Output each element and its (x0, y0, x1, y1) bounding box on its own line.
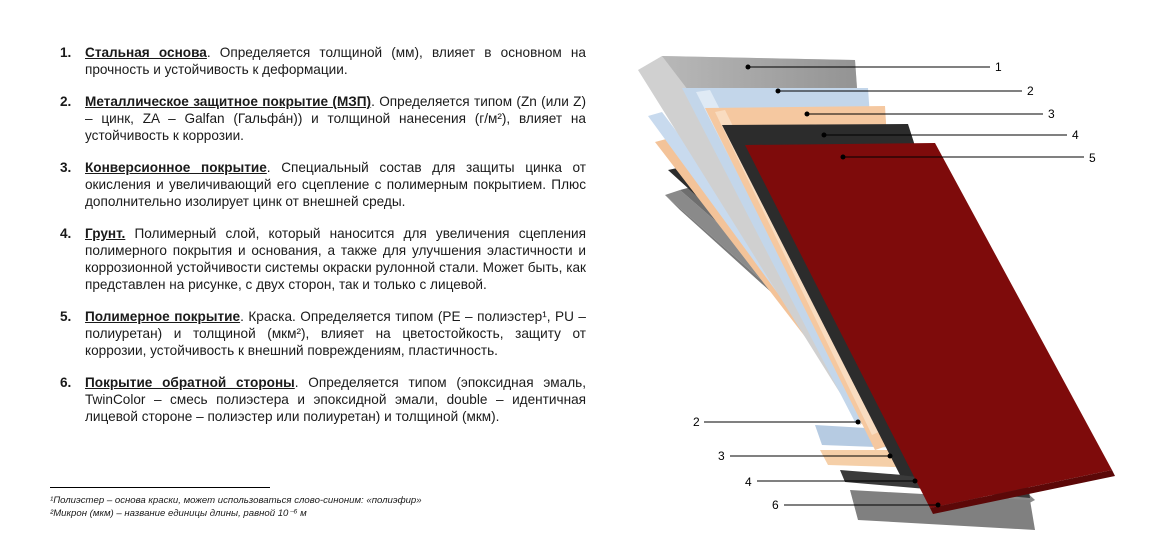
item-text (85, 374, 586, 425)
callout-label-4: 4 (1072, 128, 1079, 142)
footnote-divider (50, 487, 270, 488)
item-number: 3. (60, 160, 72, 175)
callout-label-2: 2 (1027, 84, 1034, 98)
item-number: 4. (60, 226, 72, 241)
item-term: Грунт. (85, 226, 126, 241)
item-text (85, 308, 586, 359)
callout-label-3: 3 (1048, 107, 1055, 121)
item-description: . Специальный состав для защиты цинка от окисления и увеличивающий его сцепление с полимерным покрытием. Плюс дополнительно изолирует цинк от внешней среды. (85, 160, 586, 209)
item-text (85, 93, 586, 144)
item-description: Полимерный слой, который наносится для увеличения сцепления полимерного покрытия и основания, а также для улучшения эластичности и коррозионной устойчивости системы окраски рулонной стали. Может быть, как представлен на рисунке, с двух сторон, так и только с лицевой. (85, 226, 586, 292)
item-number: 5. (60, 309, 72, 324)
item-term: Металлическое защитное покрытие (МЗП) (85, 94, 372, 109)
callout-label-1: 1 (995, 60, 1002, 74)
callout-label-left-2: 2 (693, 415, 700, 429)
item-number: 1. (60, 45, 72, 60)
layer-description-list (60, 44, 586, 440)
layer-stack-diagram (600, 30, 1130, 540)
item-number: 6. (60, 375, 72, 390)
list-item (60, 159, 586, 210)
item-term: Стальная основа (85, 45, 207, 60)
item-text (85, 159, 586, 210)
item-term: Покрытие обратной стороны (85, 375, 295, 390)
list-item (60, 308, 586, 359)
item-text (85, 44, 586, 78)
footnote-2: ²Микрон (мкм) – название единицы длины, равной 10⁻⁶ м (50, 508, 307, 519)
item-description: . Краска. Определяется типом (PE – полиэстер¹, PU – полиуретан) и толщиной (мкм²), влияет на цветостойкость, защиту от коррозии, устойчивость к внешний повреждениям, пластичность. (85, 309, 586, 358)
item-number: 2. (60, 94, 72, 109)
list-item (60, 44, 586, 78)
item-description: . Определяется типом (Zn (или Z) – цинк, ZA – Galfan (Гальфáн)) и толщиной нанесения (г/м²), влияет на устойчивость к коррозии. (85, 94, 586, 143)
item-description: . Определяется толщиной (мм), влияет в основном на прочность и устойчивость к деформации. (85, 45, 586, 77)
list-item (60, 93, 586, 144)
item-term: Конверсионное покрытие (85, 160, 267, 175)
item-text (85, 225, 586, 293)
list-item (60, 225, 586, 293)
item-term: Полимерное покрытие (85, 309, 241, 324)
callout-label-5: 5 (1089, 151, 1096, 165)
list-item (60, 374, 586, 425)
item-description: . Определяется типом (эпоксидная эмаль, TwinColor – смесь полиэстера и эпоксидной эмали, double – идентичная лицевой стороне – полиэстер или полиуретан) и толщиной (мкм). (85, 375, 586, 424)
callout-label-left-3: 3 (718, 449, 725, 463)
callout-label-left-4: 4 (745, 475, 752, 489)
callout-label-left-6: 6 (772, 498, 779, 512)
footnote-1: ¹Полиэстер – основа краски, может использоваться слово-синоним: «полиэфир» (50, 495, 422, 506)
footnotes (50, 494, 422, 520)
